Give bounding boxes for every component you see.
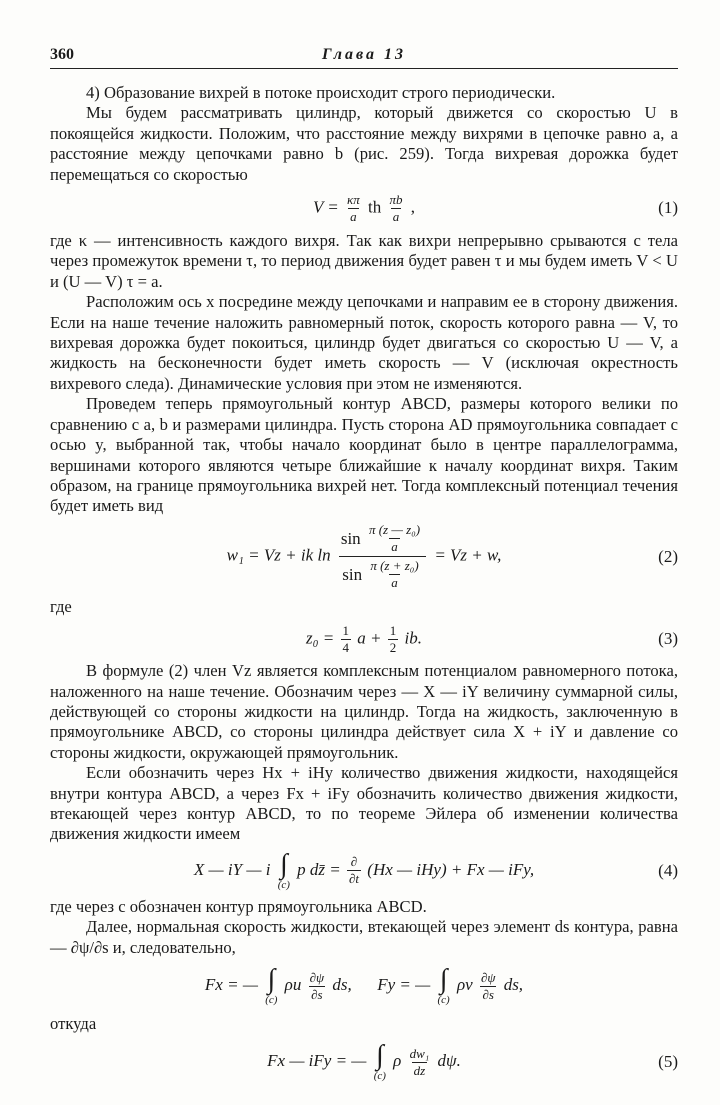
eq5a-frac1-numerator: ∂ψ [309,969,325,985]
eq1-fraction-1 [345,193,362,224]
eq3-fraction-2 [388,624,399,655]
eq2-bottom-numerator: π (z + z₀) [370,558,419,574]
eq4-derivative-denominator: ∂t [349,871,360,887]
eq1-frac1-denominator: a [350,208,357,224]
equation-flux [50,958,678,1014]
eq1-frac1-numerator: κπ [347,191,360,207]
eq1-function: th [368,196,382,216]
eq5a-tail-2: ds, [503,974,524,994]
eq4-integral [277,848,290,891]
eq4-integral-limit: (c) [277,878,290,891]
eq4-lhs: X — iY — i [193,859,271,879]
eq5a-integral-limit-1: (c) [265,994,278,1006]
eq3-number: (3) [658,629,678,649]
eq5a-integrand-1: ρu [284,974,302,994]
eq5a-fraction-1 [308,971,327,1002]
eq1-fraction-2 [388,193,405,224]
eq2-top-denominator: a [391,539,398,555]
paragraph-4: Расположим ось x посредине между цепочками и направим ее в сторону движения. Если на наше течение наложить равномерный поток, скорость которого равна — V, то вихревая дорожка будет покоиться, цилиндр будет двигаться со скоростью U — V, а жидкость на бесконечности будет иметь скорость — V (исключая окрестность вихревого следа). Динамические условия при этом не изменяются. [50,292,678,393]
eq2-number: (2) [658,546,678,566]
eq5a-fraction-2 [479,971,498,1002]
eq5a-lhs-2: Fy = — [377,974,431,994]
eq1-number: (1) [658,198,678,218]
eq5-number: (5) [658,1052,678,1072]
eq5-integral [374,1042,386,1082]
eq2-numerator [339,521,426,556]
eq5a-frac1-denominator: ∂s [311,986,323,1002]
eq5a-integral-sign-2: ∫ [439,964,448,995]
paragraph-3: где κ — интенсивность каждого вихря. Так как вихри непрерывно срываются с тела через промежуток времени τ, то период движения будет равен τ и мы будем иметь V < U и (U — V) τ = a. [50,231,678,291]
equation-1 [50,185,678,231]
eq4-integral-sign: ∫ [279,848,288,880]
eq5-frac-numerator: dw₁ [409,1045,430,1061]
eq2-log-fraction [339,521,426,592]
eq2-top-fraction [367,523,422,554]
eq5a-lhs: Fx = — [204,974,258,994]
paragraph-9: где через c обозначен контур прямоугольника ABCD. [50,896,427,916]
eq3-frac2-denominator: 2 [389,639,397,655]
eq3-fraction-1 [341,624,352,655]
page-number: 360 [50,46,74,63]
eq3-frac1-denominator: 4 [342,639,350,655]
eq5-fraction [408,1047,432,1078]
eq4-rhs: (Hx — iHy) + Fx — iFy, [367,859,535,879]
paragraph-2: Мы будем рассматривать цилиндр, который движется со скоростью U в покоящейся жидкости. Положим, что расстояние между вихрями в цепочке равно a, а расстояние между цепочками равно b (рис. 259). Тогда вихревая дорожка будет перемещаться со скоростью [50,103,678,184]
eq3-lhs: z₀ = [306,628,335,648]
eq4-derivative-numerator: ∂ [350,854,358,870]
paragraph-10: Далее, нормальная скорость жидкости, втекающей через элемент ds контура, равна — ∂ψ/∂s и, следовательно, [50,917,678,957]
eq3-middle: a + [357,628,382,648]
eq5a-integral-2 [438,966,450,1006]
eq5a-integrand-2: ρv [456,974,473,994]
equation-3 [50,617,678,661]
eq3-tail: ib. [404,628,422,648]
eq5-integral-limit: (c) [373,1070,386,1083]
eq2-lhs: w₁ = Vz + ik ln [226,545,331,565]
eq5-integrand: ρ [393,1051,402,1071]
eq3-frac2-numerator: 1 [389,622,397,638]
eq1-tail: , [410,196,416,216]
equation-5 [50,1034,678,1090]
eq5a-integral-limit-2: (c) [437,994,450,1006]
paragraph-7: В формуле (2) член Vz является комплексным потенциалом равномерного потока, наложенного на наше течение. Обозначим через — X — iY величину суммарной силы, действующей со стороны жидкости на цилиндр. Тогда на жидкость, заключенную в прямоугольнике ABCD, со стороны цилиндра действует сила X + iY и давление со стороны жидкости, окружающей прямоугольник. [50,661,678,762]
paragraph-1: 4) Образование вихрей в потоке происходит строго периодически. [86,83,556,102]
eq3-frac1-numerator: 1 [342,622,350,638]
eq5a-frac2-denominator: ∂s [482,986,494,1002]
eq1-frac2-numerator: πb [389,191,403,207]
eq2-bottom-denominator: a [391,575,398,591]
eq2-bottom-fraction [368,559,420,590]
eq5a-frac2-numerator: ∂ψ [480,969,496,985]
eq2-rhs: = Vz + w, [434,545,502,565]
paragraph-6: где [50,596,72,616]
eq1-lhs: V = [312,196,339,216]
eq5a-integral-sign-1: ∫ [267,964,276,995]
eq5-integral-sign: ∫ [375,1040,384,1072]
eq4-integrand: p dz̄ = [297,859,341,879]
equation-4 [50,845,678,897]
paragraph-5: Проведем теперь прямоугольный контур ABCD, размеры которого велики по сравнению с a, b и размерами цилиндра. Пусть сторона AD прямоугольника совпадает с осью y, выбранной так, чтобы начало координат было в центре параллелограмма, вершинами которого являются четыре ближайшие к началу координат вихря. Таким образом, на границе прямоугольника вихрей нет. Тогда комплексный потенциал течения будет иметь вид [50,394,678,516]
eq2-denominator [340,557,424,592]
eq2-top-numerator: π (z — z₀) [368,522,421,538]
eq2-top-function: sin [340,528,361,548]
eq4-derivative [347,855,361,886]
page-header [50,44,678,69]
paragraph-8: Если обозначить через Hx + iHy количество движения жидкости, находящейся внутри контура ABCD, а через Fx + iFy обозначить количество движения жидкости, втекающей через контур ABCD, то по теореме Эйлера об изменении количества движения жидкости имеем [50,763,678,844]
eq5a-integral-1 [265,966,277,1006]
eq5a-tail-1: ds, [332,974,352,994]
eq4-number: (4) [658,860,678,880]
paragraph-11: откуда [50,1014,97,1033]
eq5-frac-denominator: dz [413,1062,426,1078]
chapter-title: Глава 13 [321,46,407,63]
eq5-tail: dψ. [437,1051,461,1071]
eq1-frac2-denominator: a [392,208,400,224]
eq5-lhs: Fx — iFy = — [267,1051,367,1071]
eq2-bottom-function: sin [342,564,363,584]
equation-2 [50,517,678,597]
